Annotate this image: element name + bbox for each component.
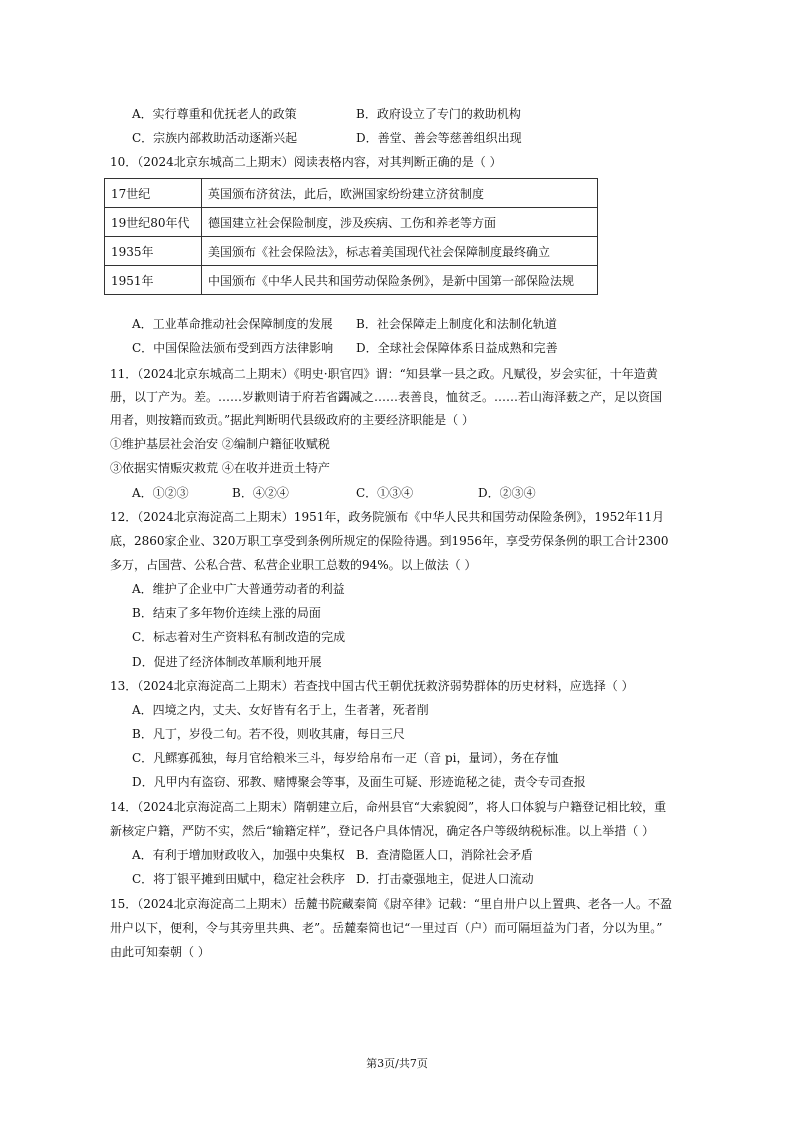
table-cell-time: 1935年 (105, 237, 202, 266)
table-row (105, 208, 598, 237)
q12-option-b: B．结束了多年物价连续上涨的局面 (132, 606, 321, 620)
q11-line-2: 册，以丁产为。差。……岁歉则请于府若省蠲减之……表善良，恤贫乏。……若山海泽薮之产，足以资国 (110, 390, 663, 404)
q15-line-2: 卅户以下，便利，令与其旁里共典、老”。岳麓秦简也记“一里过百（户）而可隔垣益为门者，分以为里。” (110, 921, 663, 935)
q12-option-a: A．维护了企业中广大普通劳动者的利益 (132, 582, 345, 596)
page-number: 第3页/共7页 (366, 1057, 428, 1070)
table-cell-event: 美国颁布《社会保险法》，标志着美国现代社会保障制度最终确立 (202, 237, 598, 266)
table-cell-event: 中国颁布《中华人民共和国劳动保险条例》，是新中国第一部保险法规 (202, 266, 598, 295)
q14-option-b: B．查清隐匿人口，消除社会矛盾 (356, 848, 533, 862)
q11-item-1: ①维护基层社会治安 ②编制户籍征收赋税 (110, 437, 330, 451)
q12-line-1: 12．（2024北京海淀高二上期末）1951年，政务院颁布《中华人民共和国劳动保险条例》，1952年11月 (110, 510, 665, 524)
q13-option-d: D．凡甲内有盗窃、邪教、赌博聚会等事，及面生可疑、形迹诡秘之徒，责令专司查报 (132, 775, 586, 789)
table-row (105, 179, 598, 208)
q11-line-1: 11．（2024北京东城高二上期末）《明史·职官四》谓：“知县掌一县之政。凡赋役，岁会实征，十年造黄 (110, 367, 658, 381)
q14-option-d: D．打击豪强地主，促进人口流动 (356, 872, 534, 886)
table-cell-event: 英国颁布济贫法，此后，欧洲国家纷纷建立济贫制度 (202, 179, 598, 208)
table-cell-event: 德国建立社会保险制度，涉及疾病、工伤和养老等方面 (202, 208, 598, 237)
q13-option-a: A．四境之内，丈夫、女好皆有名于上，生者著，死者削 (132, 703, 429, 717)
table-row (105, 237, 598, 266)
q12-line-2: 底，2860家企业、320万职工享受到条例所规定的保险待遇。到1956年，享受劳保条例的职工合计2300 (110, 534, 669, 548)
q11-line-3: 用者，则按籍而致贡。”据此判断明代县级政府的主要经济职能是（ ） (110, 413, 474, 427)
q10-option-c: C．中国保险法颁布受到西方法律影响 (132, 341, 334, 355)
q13-line-1: 13．（2024北京海淀高二上期末）若查找中国古代王朝优抚救济弱势群体的历史材料，应选择（ ） (110, 679, 634, 693)
q15-line-3: 由此可知秦朝（ ） (110, 945, 210, 959)
q14-option-c: C．将丁银平摊到田赋中，稳定社会秩序 (132, 872, 346, 886)
q12-option-d: D．促进了经济体制改革顺利地开展 (132, 655, 322, 669)
q10-option-d: D．全球社会保障体系日益成熟和完善 (356, 341, 558, 355)
q15-line-1: 15．（2024北京海淀高二上期末）岳麓书院藏秦简《尉卒律》记载：“里自卅户以上置典、老各一人。不盈 (110, 897, 672, 911)
q11-item-2: ③依据实情赈灾救荒 ④在收并进贡土特产 (110, 461, 330, 475)
q13-option-b: B．凡丁，岁役二旬。若不役，则收其庸，每日三尺 (132, 727, 405, 741)
q14-line-1: 14．（2024北京海淀高二上期末）隋朝建立后，命州县官“大索貌阅”，将人口体貌与户籍登记相比较，重 (110, 800, 667, 814)
q9-option-d: D．善堂、善会等慈善组织出现 (356, 131, 522, 145)
q9-option-b: B．政府设立了专门的救助机构 (356, 107, 521, 121)
q9-option-a: A．实行尊重和优抚老人的政策 (132, 107, 297, 121)
table-cell-time: 1951年 (105, 266, 202, 295)
q12-line-3: 多万，占国营、公私合营、私营企业职工总数的94%。以上做法（ ） (110, 558, 477, 572)
table-row (105, 266, 598, 295)
q9-option-c: C．宗族内部救助活动逐渐兴起 (132, 131, 298, 145)
q12-option-c: C．标志着对生产资料私有制改造的完成 (132, 630, 346, 644)
q10-table (104, 178, 598, 295)
table-cell-time: 17世纪 (105, 179, 202, 208)
q10-stem: 10．（2024北京东城高二上期末）阅读表格内容，对其判断正确的是（ ） (110, 155, 502, 169)
q11-option-b: B．④②④ (232, 486, 289, 500)
q11-option-c: C．①③④ (356, 486, 414, 500)
q10-option-a: A．工业革命推动社会保障制度的发展 (132, 317, 333, 331)
table-cell-time: 19世纪80年代 (105, 208, 202, 237)
q10-option-b: B．社会保障走上制度化和法制化轨道 (356, 317, 557, 331)
q14-line-2: 新核定户籍，严防不实，然后“输籍定样”，登记各户具体情况，确定各户等级纳税标准。以上举措（ ） (110, 824, 655, 838)
q11-option-a: A．①②③ (132, 486, 189, 500)
q11-option-d: D．②③④ (478, 486, 536, 500)
q14-option-a: A．有利于增加财政收入，加强中央集权 (132, 848, 345, 862)
q13-option-c: C．凡鳏寡孤独，每月官给粮米三斗，每岁给帛布一疋（音 pi，量词），务在存恤 (132, 751, 559, 765)
